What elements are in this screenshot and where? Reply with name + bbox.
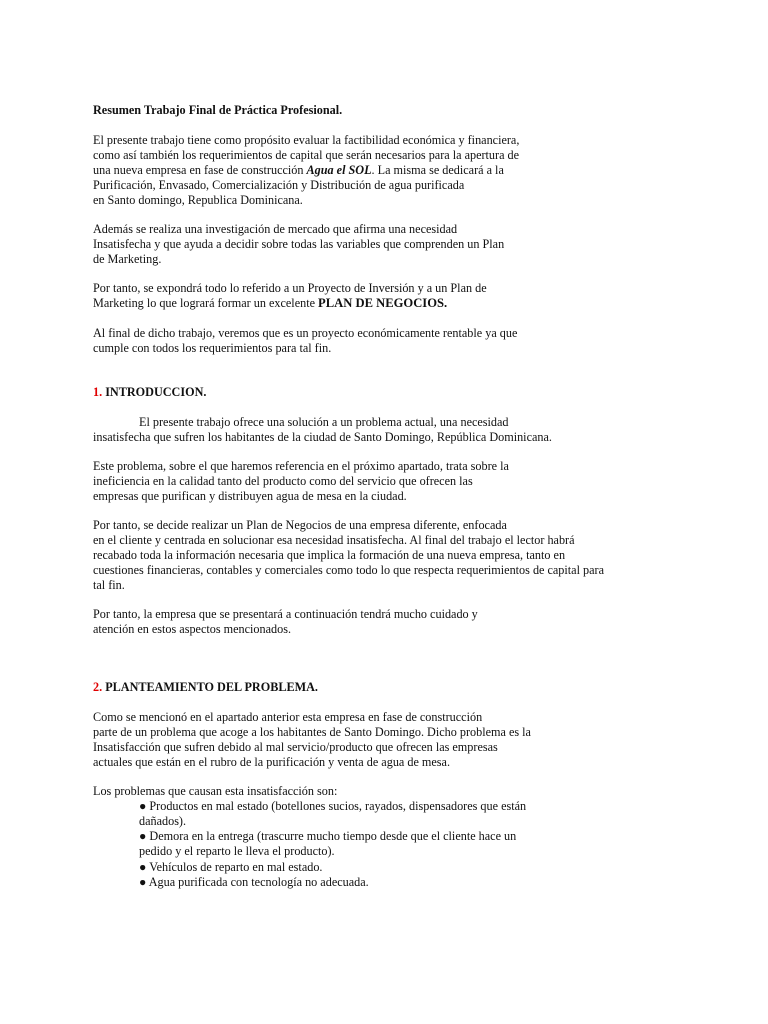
section1-p2-line3: empresas que purifican y distribuyen agua de mesa en la ciudad.	[93, 489, 407, 503]
section2-p1-line3: Insatisfacción que sufren debido al mal servicio/producto que ofrecen las empresas	[93, 740, 498, 754]
section2-p1-line1: Como se mencionó en el apartado anterior esta empresa en fase de construcción	[93, 710, 483, 724]
section1-p3-line4: cuestiones financieras, contables y comerciales como todo lo que respecta requerimientos de capital para	[93, 563, 604, 577]
summary-p3-line1: Por tanto, se expondrá todo lo referido a un Proyecto de Inversión y a un Plan de	[93, 281, 487, 295]
bullet-item-2-line1: ● Demora en la entrega (trascurre mucho tiempo desde que el cliente hace un	[139, 829, 517, 843]
section1-p3-line3: recabado toda la información necesaria que implica la formación de una nueva empresa, tanto en	[93, 548, 566, 562]
section2-p1-line2: parte de un problema que acoge a los habitantes de Santo Domingo. Dicho problema es la	[93, 725, 531, 739]
section1-p2-line1: Este problema, sobre el que haremos referencia en el próximo apartado, trata sobre la	[93, 459, 509, 473]
bullet-item-2-line2: pedido y el reparto le lleva el producto).	[139, 844, 335, 858]
section1-p1-line1: El presente trabajo ofrece una solución a un problema actual, una necesidad	[139, 415, 509, 429]
section2-number: 2.	[93, 680, 103, 694]
bullet-item-3: ● Vehículos de reparto en mal estado.	[139, 860, 323, 874]
summary-p4-line2: cumple con todos los requerimientos para tal fin.	[93, 341, 332, 355]
bullet-item-1-line2: dañados).	[139, 814, 187, 828]
summary-p1-line4: Purificación, Envasado, Comercialización y Distribución de agua purificada	[93, 178, 465, 192]
summary-p1-line3-post: . La misma se dedicará a la	[371, 163, 504, 177]
summary-p3-line2-pre: Marketing lo que logrará formar un excelente	[93, 296, 319, 310]
section1-number: 1.	[93, 385, 103, 399]
summary-p4-line1: Al final de dicho trabajo, veremos que es un proyecto económicamente rentable ya que	[93, 326, 518, 340]
section1-p2-line2: ineficiencia en la calidad tanto del producto como del servicio que ofrecen las	[93, 474, 473, 488]
summary-p1-line2: como así también los requerimientos de capital que serán necesarios para la apertura de	[93, 148, 520, 162]
summary-p1-line5: en Santo domingo, Republica Dominicana.	[93, 193, 303, 207]
summary-p1-line3-pre: una nueva empresa en fase de construcción	[93, 163, 307, 177]
section1-title: INTRODUCCION.	[102, 385, 207, 399]
bullet-item-4: ● Agua purificada con tecnología no adecuada.	[139, 875, 369, 889]
document-title: Resumen Trabajo Final de Práctica Profesional.	[93, 103, 343, 117]
company-name: Agua el SOL	[306, 163, 372, 177]
bullet-item-1-line1: ● Productos en mal estado (botellones sucios, rayados, dispensadores que están	[139, 799, 527, 813]
section2-p1-line4: actuales que están en el rubro de la purificación y venta de agua de mesa.	[93, 755, 451, 769]
section1-p3-line5: tal fin.	[93, 578, 125, 592]
section1-heading	[93, 385, 206, 400]
summary-p1-line1: El presente trabajo tiene como propósito evaluar la factibilidad económica y financiera,	[93, 133, 520, 147]
summary-p2-line1: Además se realiza una investigación de mercado que afirma una necesidad	[93, 222, 458, 236]
section1-p3-line2: en el cliente y centrada en solucionar esa necesidad insatisfecha. Al final del trabajo el lector habrá	[93, 533, 575, 547]
section1-p3-line1: Por tanto, se decide realizar un Plan de Negocios de una empresa diferente, enfocada	[93, 518, 507, 532]
problems-list-intro: Los problemas que causan esta insatisfacción son:	[93, 784, 338, 798]
section1-p4-line2: atención en estos aspectos mencionados.	[93, 622, 291, 636]
business-plan-emphasis: PLAN DE NEGOCIOS.	[318, 296, 448, 310]
section2-title: PLANTEAMIENTO DEL PROBLEMA.	[102, 680, 318, 694]
summary-p1-line3	[93, 163, 504, 178]
section1-p1-line2: insatisfecha que sufren los habitantes de la ciudad de Santo Domingo, República Dominicana.	[93, 430, 552, 444]
summary-p2-line2: Insatisfecha y que ayuda a decidir sobre todas las variables que comprenden un Plan	[93, 237, 505, 251]
section1-p4-line1: Por tanto, la empresa que se presentará a continuación tendrá mucho cuidado y	[93, 607, 478, 621]
summary-p3-line2	[93, 296, 447, 311]
section2-heading	[93, 680, 318, 695]
summary-p2-line3: de Marketing.	[93, 252, 162, 266]
